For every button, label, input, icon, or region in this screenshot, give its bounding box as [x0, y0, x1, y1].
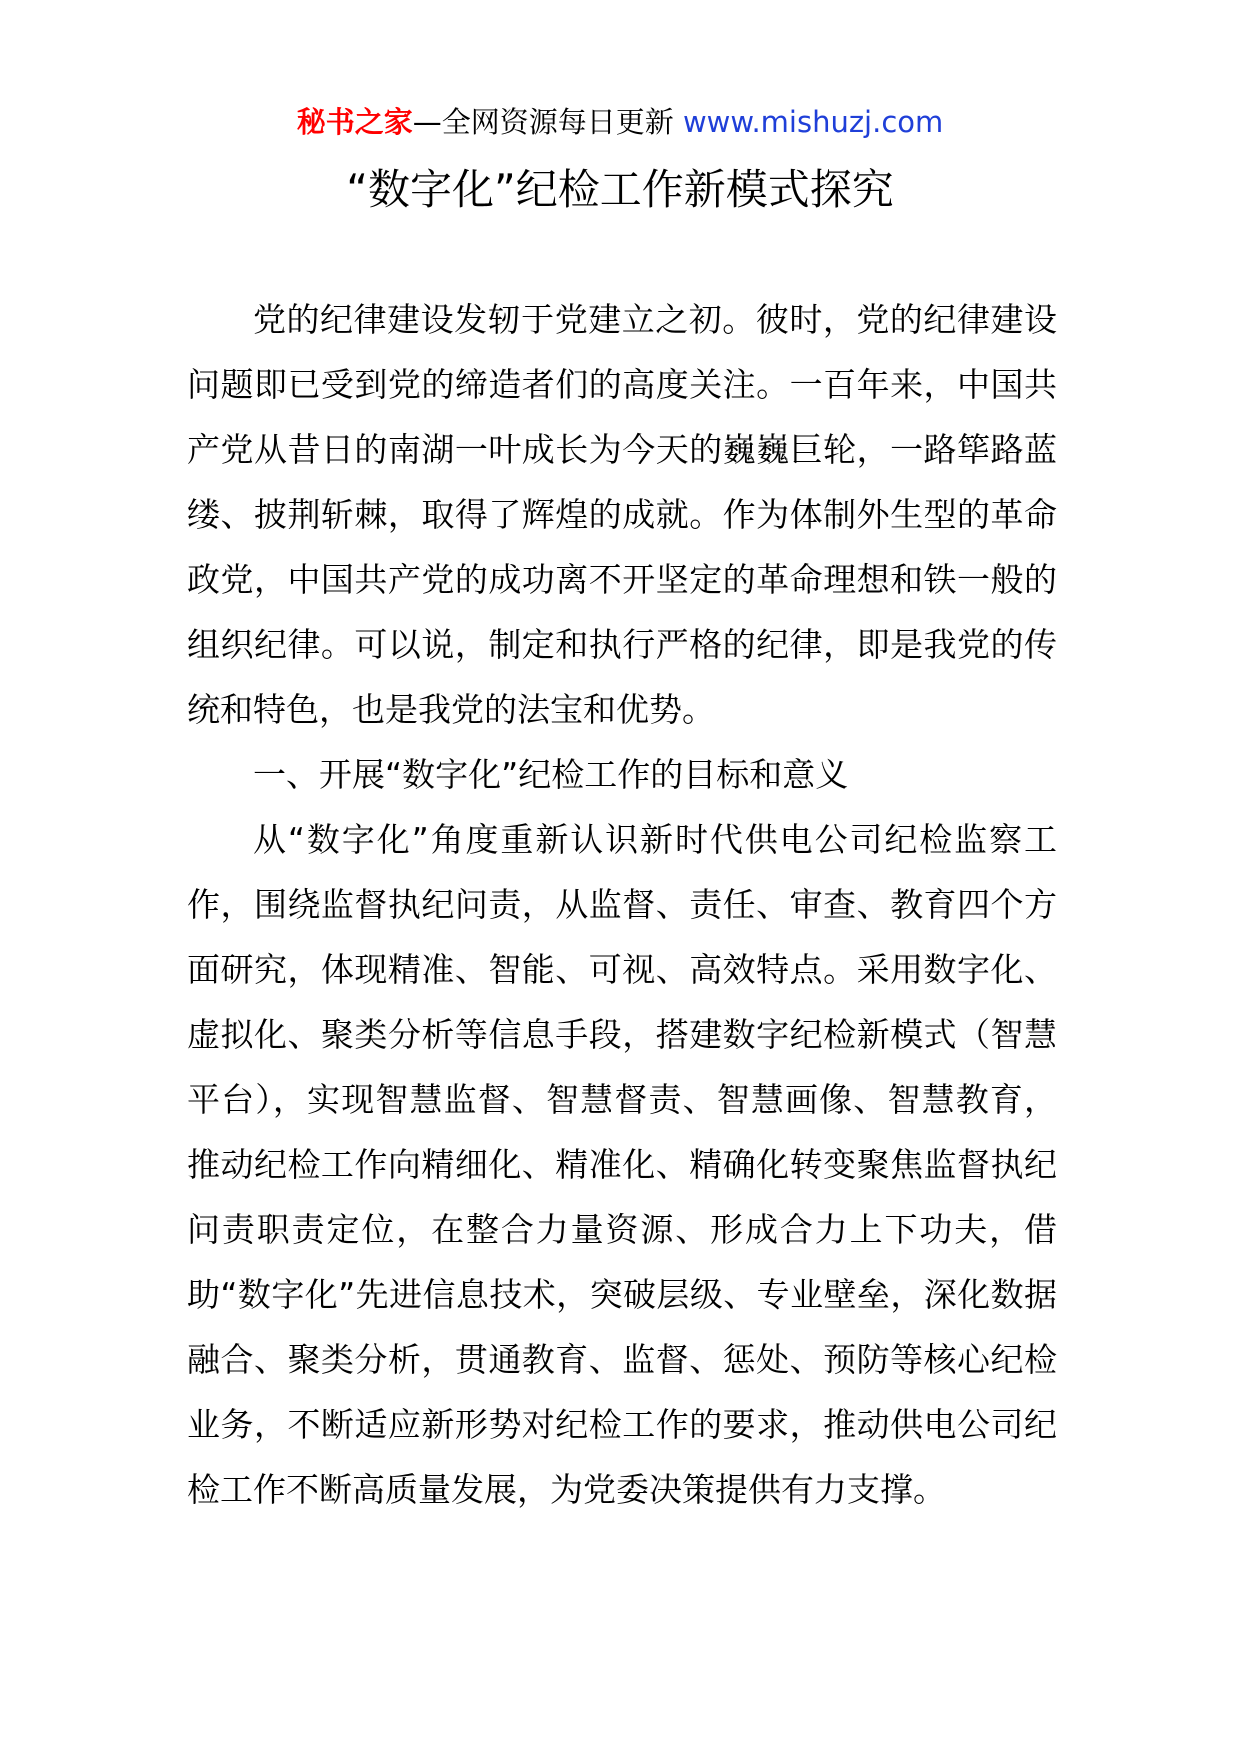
brand-name: 秘书之家 [296, 105, 413, 139]
section-heading: 一、开展“数字化”纪检工作的目标和意义 [253, 755, 849, 794]
header-tagline: —全网资源每日更新 [412, 105, 674, 139]
document-body [187, 287, 1057, 1522]
site-header [0, 100, 1240, 144]
site-url-link[interactable]: www.mishuzj.com [682, 105, 944, 139]
section-paragraph: 从“数字化”角度重新认识新时代供电公司纪检监察工作，围绕监督执纪问责，从监督、责任、审查、教育四个方面研究，体现精准、智能、可视、高效特点。采用数字化、虚拟化、聚类分析等信息手段，搭建数字纪检新模式（智慧平台），实现智慧监督、智慧督责、智慧画像、智慧教育，推动纪检工作向精细化、精准化、精确化转变聚焦监督执纪问责职责定位，在整合力量资源、形成合力上下功夫，借助“数字化”先进信息技术，突破层级、专业壁垒，深化数据融合、聚类分析，贯通教育、监督、惩处、预防等核心纪检业务，不断适应新形势对纪检工作的要求，推动供电公司纪检工作不断高质量发展，为党委决策提供有力支撑。 [187, 820, 1057, 1509]
document-title: “数字化”纪检工作新模式探究 [346, 165, 894, 214]
intro-paragraph: 党的纪律建设发轫于党建立之初。彼时，党的纪律建设问题即已受到党的缔造者们的高度关注。一百年来，中国共产党从昔日的南湖一叶成长为今天的巍巍巨轮，一路筚路蓝缕、披荆斩棘，取得了辉煌的成就。作为体制外生型的革命政党，中国共产党的成功离不开坚定的革命理想和铁一般的组织纪律。可以说，制定和执行严格的纪律，即是我党的传统和特色，也是我党的法宝和优势。 [187, 300, 1057, 729]
